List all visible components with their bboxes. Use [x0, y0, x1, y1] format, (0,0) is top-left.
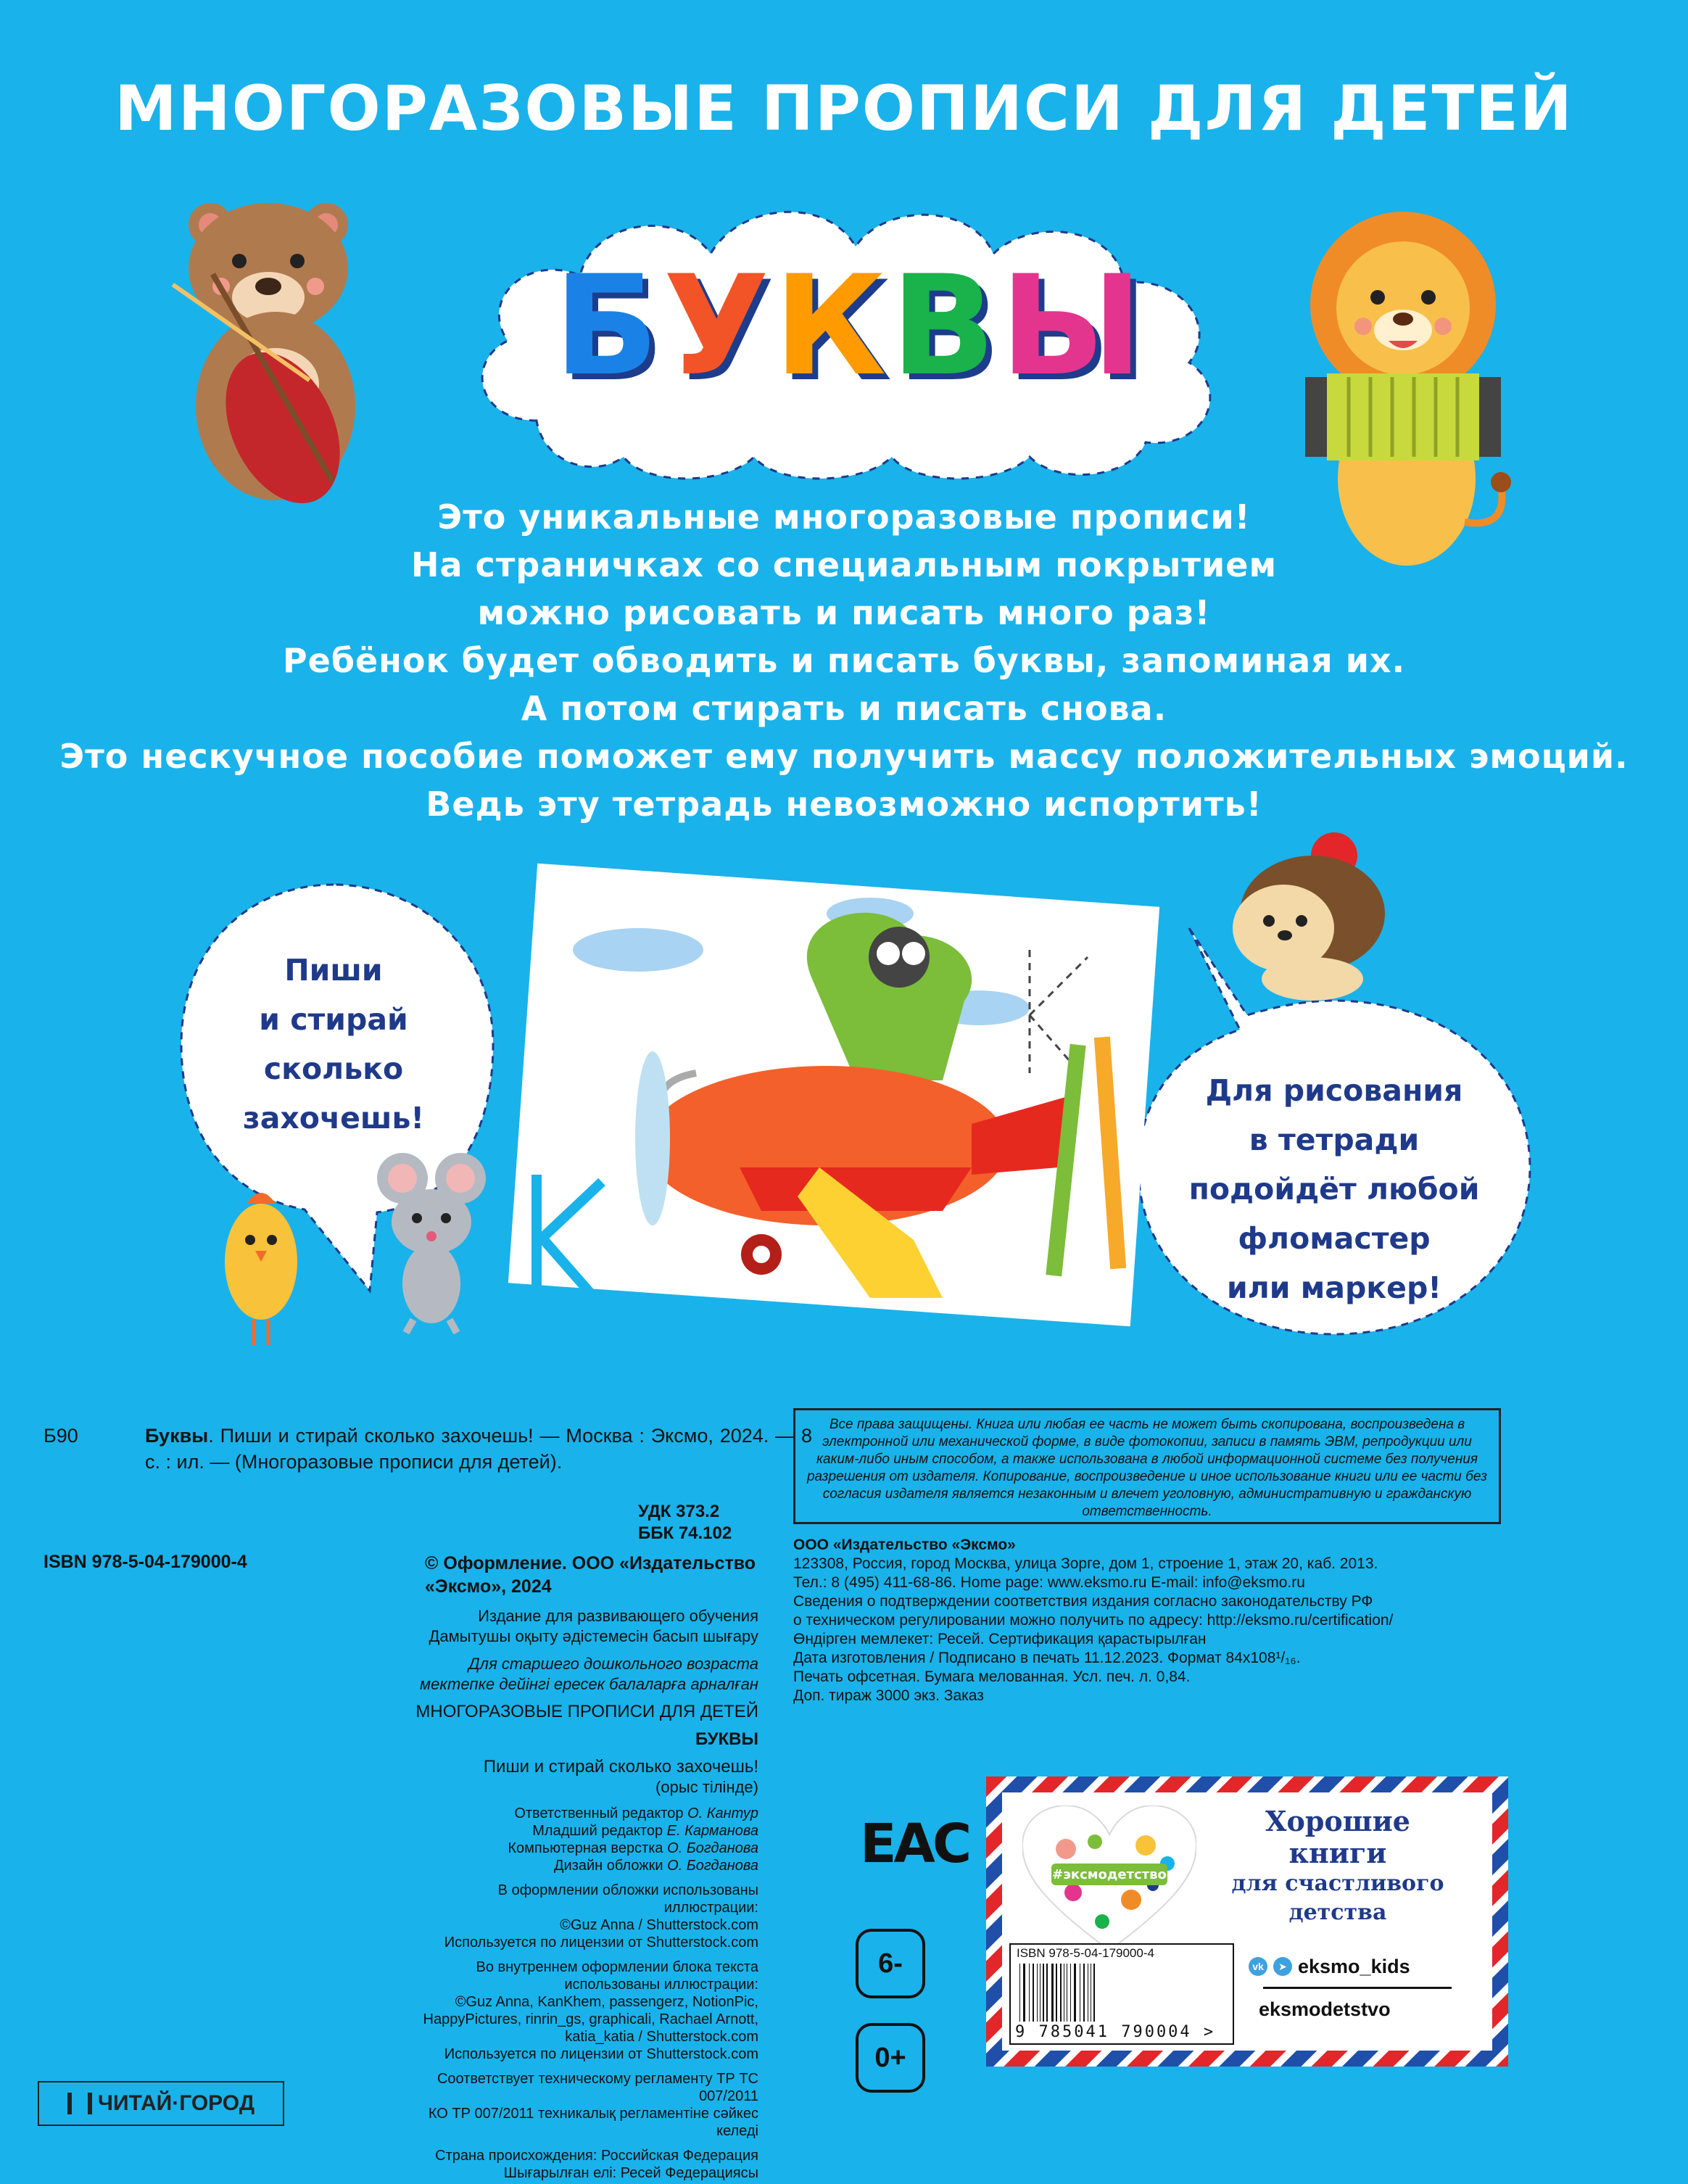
book-title — [551, 246, 1146, 406]
bubble-line: Пиши — [284, 953, 383, 988]
mouse-illustration — [363, 1146, 500, 1334]
bubble-line: фломастер — [1238, 1221, 1431, 1256]
origin-ru: Страна происхождения: Российская Федерация — [435, 2148, 758, 2164]
design-copyright-line: © Оформление. ООО «Издательство — [425, 1553, 756, 1573]
credit-name: О. Кантур — [687, 1805, 758, 1821]
credit-role: Компьютерная верстка — [508, 1840, 663, 1856]
barcode-bar — [1083, 1964, 1085, 2022]
barcode-bar — [1074, 1964, 1076, 2022]
publisher-info — [793, 1536, 1518, 1705]
credit-role: Младший редактор — [532, 1823, 663, 1839]
promo-card — [986, 1776, 1508, 2067]
isbn: ISBN 978-5-04-179000-4 — [44, 1552, 247, 1572]
barcode-bar — [1029, 1964, 1030, 2022]
vk-icon: vk — [1249, 1957, 1267, 1976]
publisher-line: 123308, Россия, город Москва, улица Зорге, дом 1, строение 1, этаж 20, каб. 2013. — [793, 1555, 1378, 1572]
imprint-details — [406, 1606, 758, 2182]
promo-line: для счастливого — [1231, 1871, 1444, 1896]
publisher-line: Тел.: 8 (495) 411-68-86. Home page: www.eksmo.ru E-mail: info@eksmo.ru — [793, 1574, 1305, 1591]
credit-line — [406, 1805, 758, 1822]
publisher-line: Сведения о подтверждении соответствия издания согласно законодательству РФ — [793, 1593, 1373, 1610]
blurb-line: Ведь эту тетрадь невозможно испортить! — [426, 785, 1262, 824]
age-group-ru: Для старшего дошкольного возраста — [468, 1655, 758, 1673]
design-copyright-line: «Эксмо», 2024 — [425, 1576, 552, 1597]
title-caps: БУКВЫ — [695, 1729, 758, 1749]
publisher-line: Печать офсетная. Бумага мелованная. Усл. печ. л. 0,84. — [793, 1668, 1191, 1685]
description-blurb — [44, 493, 1644, 828]
social-handle-2[interactable]: eksmodetstvo — [1259, 1998, 1391, 2020]
bubble-line: сколько — [263, 1051, 404, 1086]
shop-logo-icon — [67, 2093, 92, 2114]
title-letter: Ы — [1000, 246, 1143, 406]
barcode-isbn: ISBN 978-5-04-179000-4 — [1017, 1946, 1154, 1960]
title-letter: К — [774, 246, 887, 406]
blurb-line: Это нескучное пособие поможет ему получить массу положительных эмоций. — [59, 737, 1629, 776]
library-code: Б90 — [44, 1425, 78, 1447]
bubble-line: захочешь! — [242, 1101, 425, 1136]
title-letter: Б — [553, 246, 659, 406]
barcode-bar — [1051, 1964, 1054, 2022]
shop-logo — [38, 2081, 284, 2126]
publisher-line: о техническом регулировании можно получить по адресу: http://eksmo.ru/certification/ — [793, 1612, 1394, 1629]
barcode-bar — [1023, 1964, 1025, 2022]
credit-name: О. Богданова — [667, 1840, 758, 1856]
barcode-bar — [1060, 1964, 1062, 2022]
promo-line: книги — [1288, 1837, 1387, 1869]
blurb-line: На страничках со специальным покрытием — [410, 545, 1278, 584]
crocodile-in-plane-illustration — [508, 863, 1160, 1341]
illustration-credit-line: katia_katia / Shutterstock.com — [565, 2029, 758, 2045]
bubble-line: подойдёт любой — [1188, 1172, 1480, 1207]
language-note: (орыс тілінде) — [655, 1778, 758, 1796]
biblio-description: . Пиши и стирай сколько захочешь! — Москва : Эксмо, 2024. — 8 с. : ил. — (Многоразовые прописи для детей). — [145, 1425, 812, 1473]
series-name: МНОГОРАЗОВЫЕ ПРОПИСИ ДЛЯ ДЕТЕЙ — [415, 1702, 758, 1721]
credit-name: Е. Карманова — [666, 1823, 758, 1839]
credit-line — [406, 1857, 758, 1874]
barcode-bar — [1070, 1964, 1071, 2022]
blurb-line: Ребёнок будет обводить и писать буквы, запоминая их. — [282, 641, 1406, 680]
edition-type-kz: Дамытушы оқыту әдістемесін басып шығару — [429, 1627, 758, 1645]
subtitle: Пиши и стирай сколько захочешь! — [483, 1757, 758, 1776]
origin-kz: Шығарылған елі: Ресей Федерациясы — [503, 2165, 758, 2181]
illustration-credit-line: В оформлении обложки использованы иллюстрации: — [497, 1882, 758, 1916]
inner-illustrations-credit — [406, 1958, 758, 2063]
bubble-line: Для рисования — [1205, 1073, 1463, 1108]
blurb-line: можно рисовать и писать много раз! — [477, 593, 1211, 632]
copyright-notice: Все права защищены. Книга или любая ее часть не может быть скопирована, воспроизведена в электронной или механической форме, в виде фотокопии, записи в память ЭВМ, репродукции или каким-либо иным способом, а также использована в любой информационной системе без получения разрешения от издателя. Копирование, воспроизведение и иное использование книги или ее части без согласия издателя является незаконным и влечет уголовную, административную и гражданскую ответственность. — [793, 1408, 1501, 1524]
barcode-bar — [1056, 1964, 1057, 2022]
bear-with-cello-illustration — [167, 189, 384, 522]
eac-mark: EAC — [860, 1813, 969, 1875]
barcode-bar — [1037, 1964, 1038, 2022]
publisher-line: Дата изготовления / Подписано в печать 11.12.2023. Формат 84x108¹/₁₆. — [793, 1650, 1301, 1666]
regulation-ru: Соответствует техническому регламенту ТР ТС 007/2011 — [437, 2071, 758, 2104]
speech-bubble-right — [1146, 1044, 1523, 1334]
bubble-line: в тетради — [1249, 1122, 1420, 1157]
illustration-credit-line: Используется по лицензии от Shutterstock.com — [444, 1935, 758, 1951]
age-rating-0: 0+ — [856, 2023, 925, 2093]
series-title: МНОГОРАЗОВЫЕ ПРОПИСИ ДЛЯ ДЕТЕЙ — [115, 73, 1573, 145]
bubble-line: или маркер! — [1227, 1270, 1441, 1305]
publisher-line: Доп. тираж 3000 экз. Заказ — [793, 1687, 984, 1704]
chick-illustration — [218, 1175, 305, 1349]
barcode-bar — [1033, 1964, 1034, 2022]
social-links — [1249, 1951, 1481, 2025]
illustration-credit-line: ©Guz Anna / Shutterstock.com — [560, 1917, 758, 1933]
credit-name: О. Богданова — [667, 1858, 758, 1874]
blurb-line: Это уникальные многоразовые прописи! — [437, 497, 1251, 537]
telegram-icon: ➤ — [1273, 1957, 1292, 1976]
udk-code: УДК 373.2 — [638, 1502, 720, 1521]
edition-type-ru: Издание для развивающего обучения — [478, 1607, 758, 1625]
bubble-line: и стирай — [259, 1002, 408, 1037]
publisher-name: ООО «Издательство «Эксмо» — [793, 1536, 1016, 1553]
illustration-credit-line: Во внутреннем оформлении блока текста использованы иллюстрации: — [476, 1959, 758, 1993]
blurb-line: А потом стирать и писать снова. — [521, 689, 1167, 728]
promo-line: Хорошие — [1265, 1805, 1410, 1837]
biblio-title: Буквы — [145, 1425, 209, 1447]
barcode-bar — [1019, 1964, 1020, 2022]
barcode-number: 9 785041 790004 > — [1015, 2023, 1216, 2041]
credits-list — [406, 1805, 758, 1874]
credit-role: Ответственный редактор — [514, 1805, 684, 1821]
title-letter: В — [890, 246, 996, 406]
promo-line: детства — [1288, 1900, 1387, 1925]
credit-line — [406, 1822, 758, 1840]
title-letter: У — [663, 246, 770, 406]
barcode-bar — [1043, 1964, 1044, 2022]
illustration-credit-line: Используется по лицензии от Shutterstock.com — [444, 2046, 758, 2062]
age-group-kz: мектепке дейінгі ересек балаларға арналған — [420, 1675, 758, 1693]
barcode-bar — [1046, 1964, 1048, 2022]
barcode-bar — [1093, 1964, 1095, 2022]
bbk-code: ББК 74.102 — [638, 1523, 732, 1543]
design-copyright — [425, 1552, 756, 1598]
heart-logo — [1022, 1805, 1196, 1958]
cover-illustrations-credit — [406, 1882, 758, 1951]
classification-codes — [638, 1501, 732, 1544]
regulation-kz: КО ТР 007/2011 техникалық регламентіне сәйкес келеді — [428, 2106, 758, 2139]
barcode — [1009, 1943, 1234, 2045]
illustration-credit-line: ©Guz Anna, KanKhem, passengerz, NotionPic, HappyPictures, rinrin_gs, graphicali, Rachael Arnott, — [423, 1994, 758, 2027]
shop-logo-text: ЧИТАЙ·ГОРОД — [97, 2091, 255, 2115]
divider — [1263, 1987, 1452, 1989]
hedgehog-with-apple-illustration — [1218, 827, 1392, 1001]
social-handle-1[interactable]: eksmo_kids — [1298, 1955, 1410, 1977]
hashtag: #эксмодетство — [1052, 1867, 1167, 1882]
credit-role: Дизайн обложки — [553, 1858, 663, 1874]
age-rating-6: 6- — [856, 1929, 925, 1998]
credit-line — [406, 1840, 758, 1857]
promo-slogan — [1218, 1805, 1457, 1927]
barcode-bars — [1019, 1964, 1227, 2022]
publisher-line: Өндірген мемлекет: Ресей. Сертификация қарастырылған — [793, 1631, 1207, 1647]
